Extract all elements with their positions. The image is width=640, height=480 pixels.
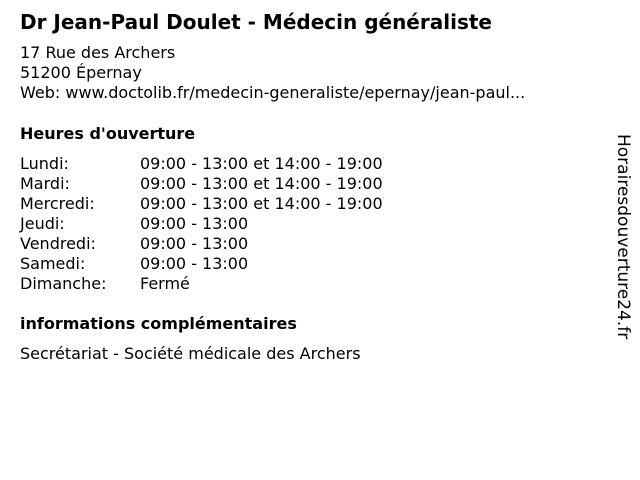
address-city: 51200 Épernay xyxy=(20,63,142,82)
hours-row-saturday xyxy=(20,254,383,274)
time-value: 09:00 - 13:00 et 14:00 - 19:00 xyxy=(140,174,383,193)
additional-info-text: Secrétariat - Société médicale des Archers xyxy=(20,344,361,363)
additional-info-heading: informations complémentaires xyxy=(20,314,297,333)
hours-row-wednesday xyxy=(20,194,383,214)
hours-row-thursday xyxy=(20,214,383,234)
time-value: 09:00 - 13:00 xyxy=(140,254,249,273)
page-title: Dr Jean-Paul Doulet - Médecin généraliste xyxy=(20,10,492,34)
time-value: 09:00 - 13:00 et 14:00 - 19:00 xyxy=(140,154,383,173)
time-value: 09:00 - 13:00 et 14:00 - 19:00 xyxy=(140,194,383,213)
hours-row-tuesday xyxy=(20,174,383,194)
time-value: 09:00 - 13:00 xyxy=(140,234,249,253)
day-label: Jeudi: xyxy=(20,214,65,233)
address-street: 17 Rue des Archers xyxy=(20,43,176,62)
time-value: Fermé xyxy=(140,274,190,293)
hours-row-monday xyxy=(20,154,383,174)
day-label: Lundi: xyxy=(20,154,69,173)
day-label: Vendredi: xyxy=(20,234,96,253)
opening-hours-heading: Heures d'ouverture xyxy=(20,124,196,143)
day-label: Mercredi: xyxy=(20,194,95,213)
hours-row-sunday xyxy=(20,274,383,294)
day-label: Mardi: xyxy=(20,174,70,193)
site-watermark: Horairesdouverture24.fr xyxy=(613,134,633,340)
time-value: 09:00 - 13:00 xyxy=(140,214,249,233)
day-label: Dimanche: xyxy=(20,274,107,293)
day-label: Samedi: xyxy=(20,254,86,273)
opening-hours-table xyxy=(20,154,383,294)
hours-row-friday xyxy=(20,234,383,254)
address-web: Web: www.doctolib.fr/medecin-generaliste/epernay/jean-paul... xyxy=(20,83,526,102)
address-block xyxy=(20,43,525,103)
